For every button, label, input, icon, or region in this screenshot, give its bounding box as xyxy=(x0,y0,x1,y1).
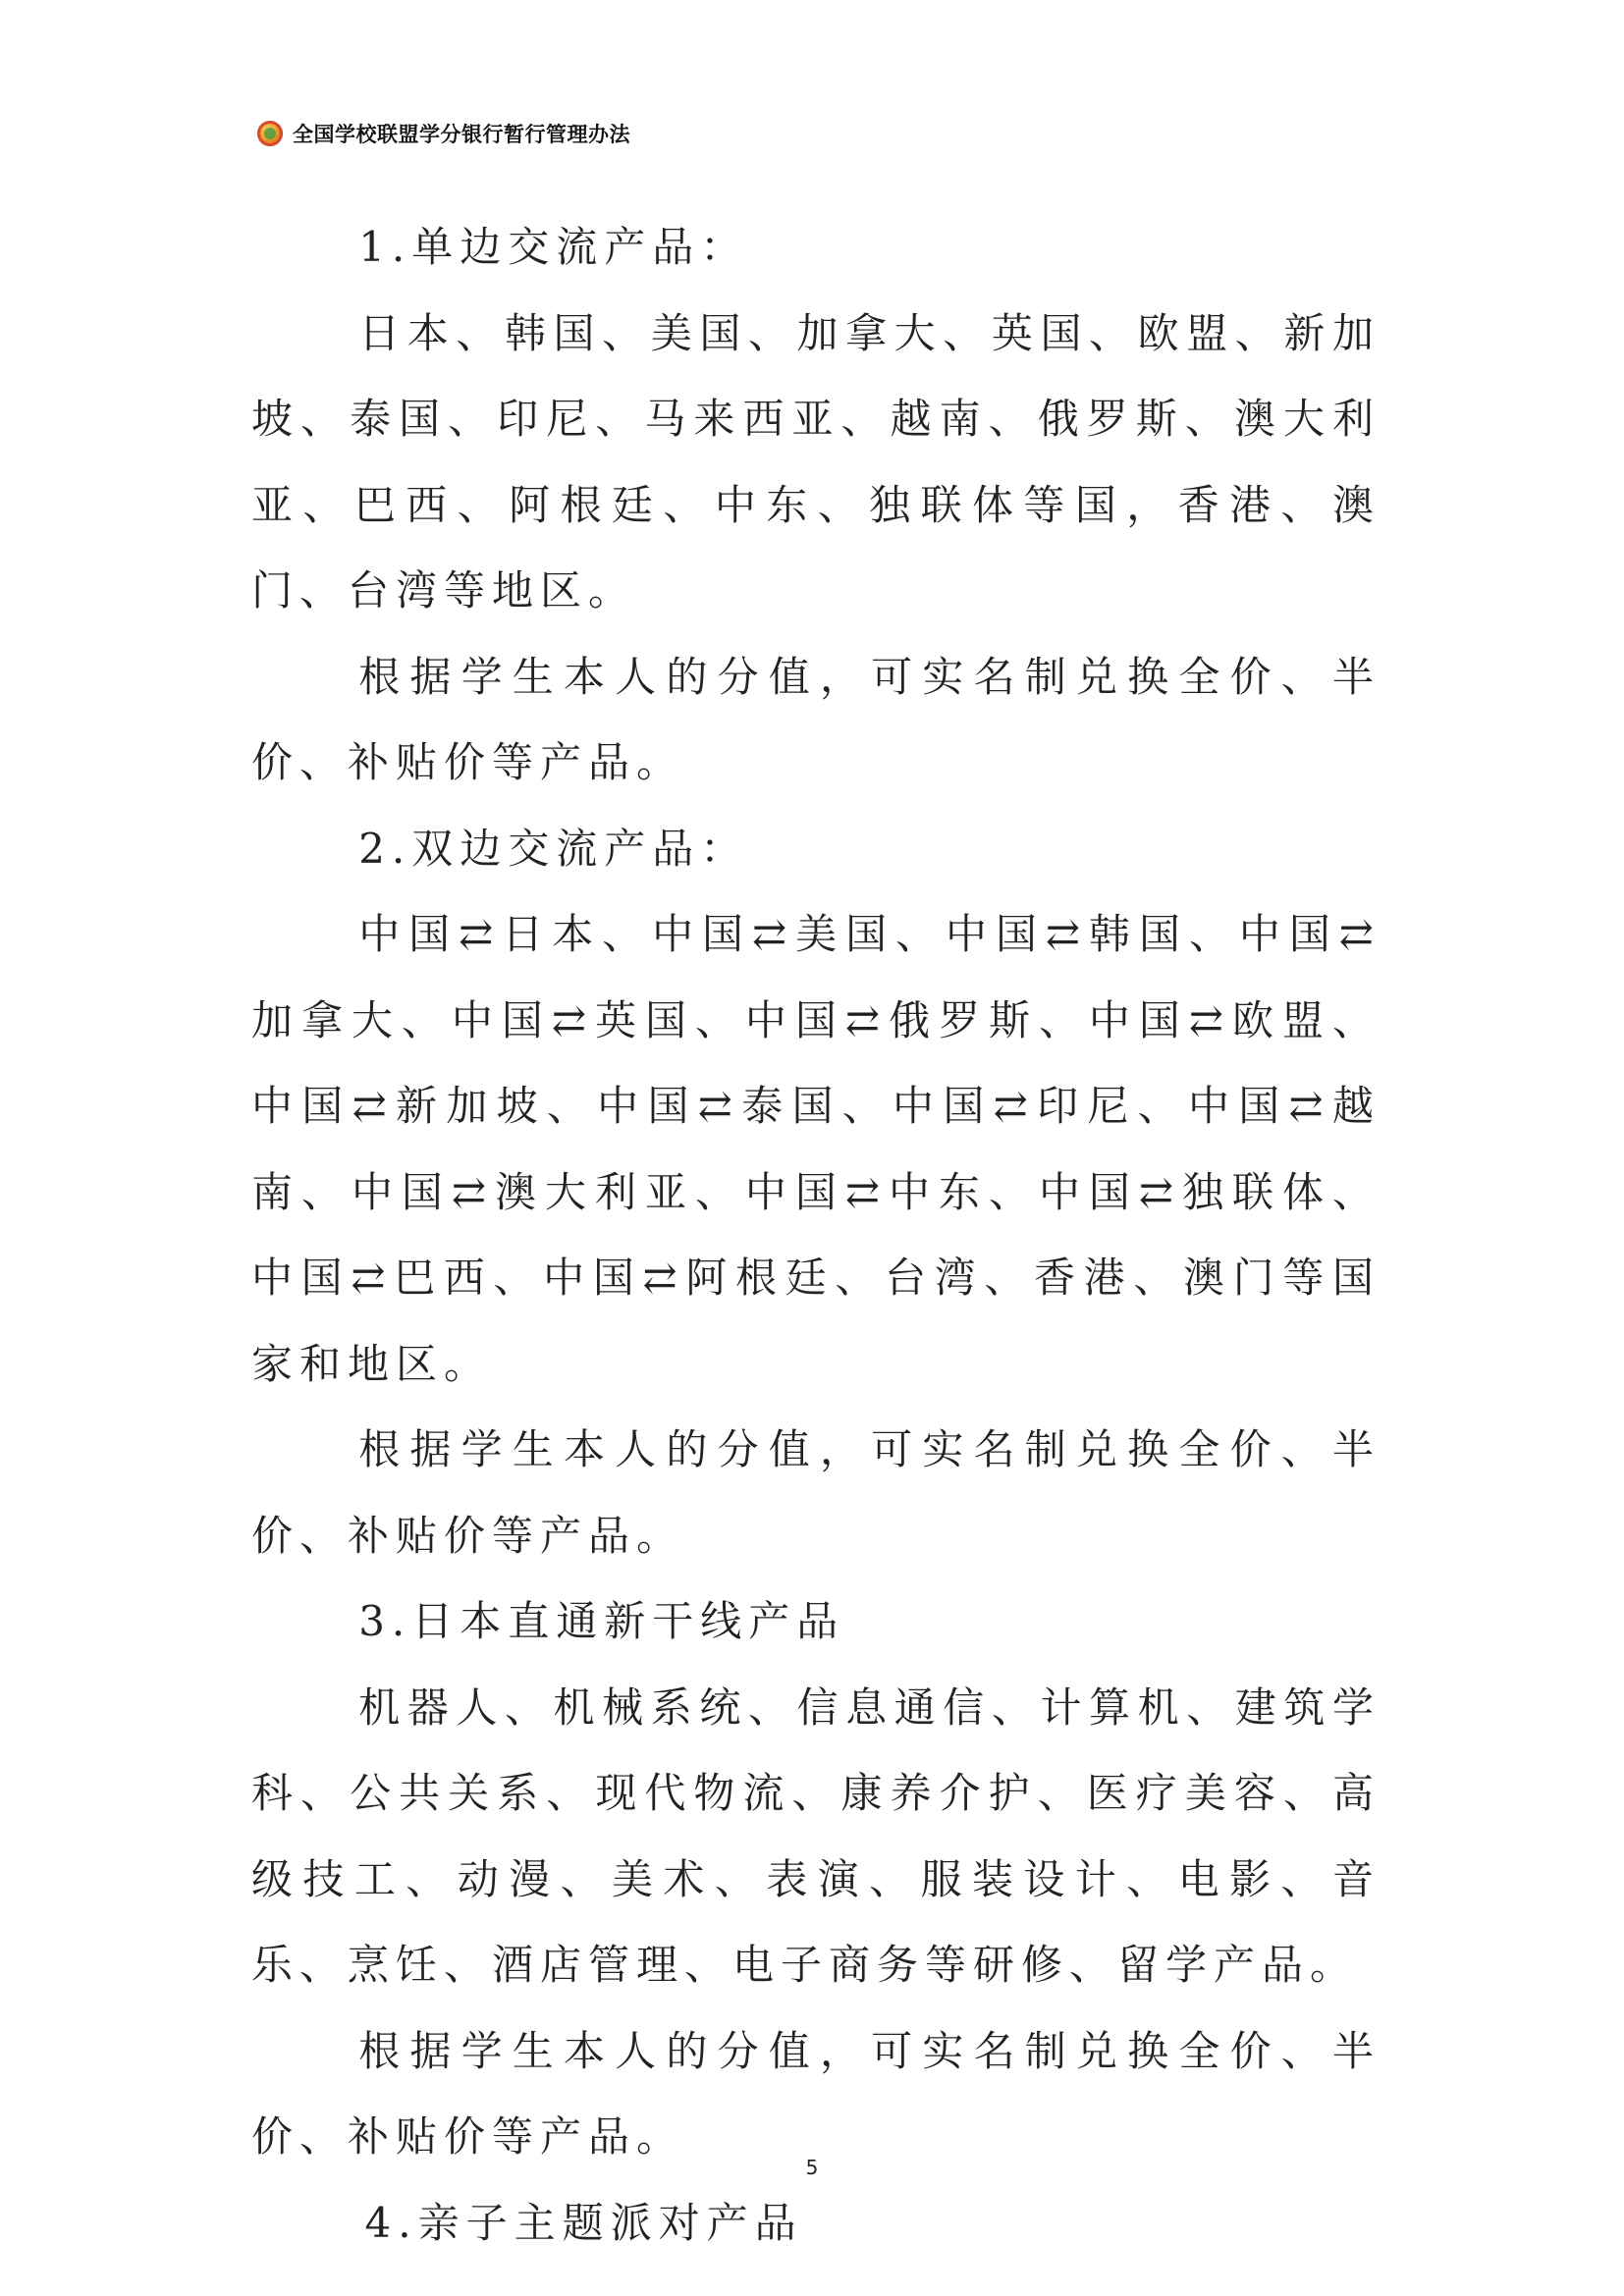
school-union-logo-icon xyxy=(257,121,283,146)
page-number: 5 xyxy=(805,2156,819,2179)
section-1-heading: 1.单边交流产品： xyxy=(358,223,749,271)
section-2-paragraph-1: 中国⇄日本、中国⇄美国、中国⇄韩国、中国⇄加拿大、中国⇄英国、中国⇄俄罗斯、中国⇄欧盟、中国⇄新加坡、中国⇄泰国、中国⇄印尼、中国⇄越南、中国⇄澳大利亚、中国⇄中东、中国⇄独联体、中国⇄巴西、中国⇄阿根廷、台湾、香港、澳门等国家和地区。 xyxy=(251,910,1380,1388)
document-body xyxy=(251,204,1380,2266)
header-title: 全国学校联盟学分银行暂行管理办法 xyxy=(293,123,630,146)
section-1-paragraph-2: 根据学生本人的分值，可实名制兑换全价、半价、补贴价等产品。 xyxy=(251,652,1380,786)
section-2-heading: 2.双边交流产品： xyxy=(358,824,749,873)
section-3-paragraph-1: 机器人、机械系统、信息通信、计算机、建筑学科、公共关系、现代物流、康养介护、医疗美容、高级技工、动漫、美术、表演、服装设计、电影、音乐、烹饪、酒店管理、电子商务等研修、留学产品。 xyxy=(251,1682,1380,1989)
section-2-paragraph-2: 根据学生本人的分值，可实名制兑换全价、半价、补贴价等产品。 xyxy=(251,1425,1380,1560)
section-3-paragraph-2: 根据学生本人的分值，可实名制兑换全价、半价、补贴价等产品。 xyxy=(251,2026,1380,2161)
section-4-heading: 4.亲子主题派对产品 xyxy=(364,2198,803,2247)
section-3-heading: 3.日本直通新干线产品 xyxy=(358,1597,845,1645)
section-1-paragraph-1: 日本、韩国、美国、加拿大、英国、欧盟、新加坡、泰国、印尼、马来西亚、越南、俄罗斯、澳大利亚、巴西、阿根廷、中东、独联体等国，香港、澳门、台湾等地区。 xyxy=(251,308,1380,614)
page-header xyxy=(257,116,630,151)
